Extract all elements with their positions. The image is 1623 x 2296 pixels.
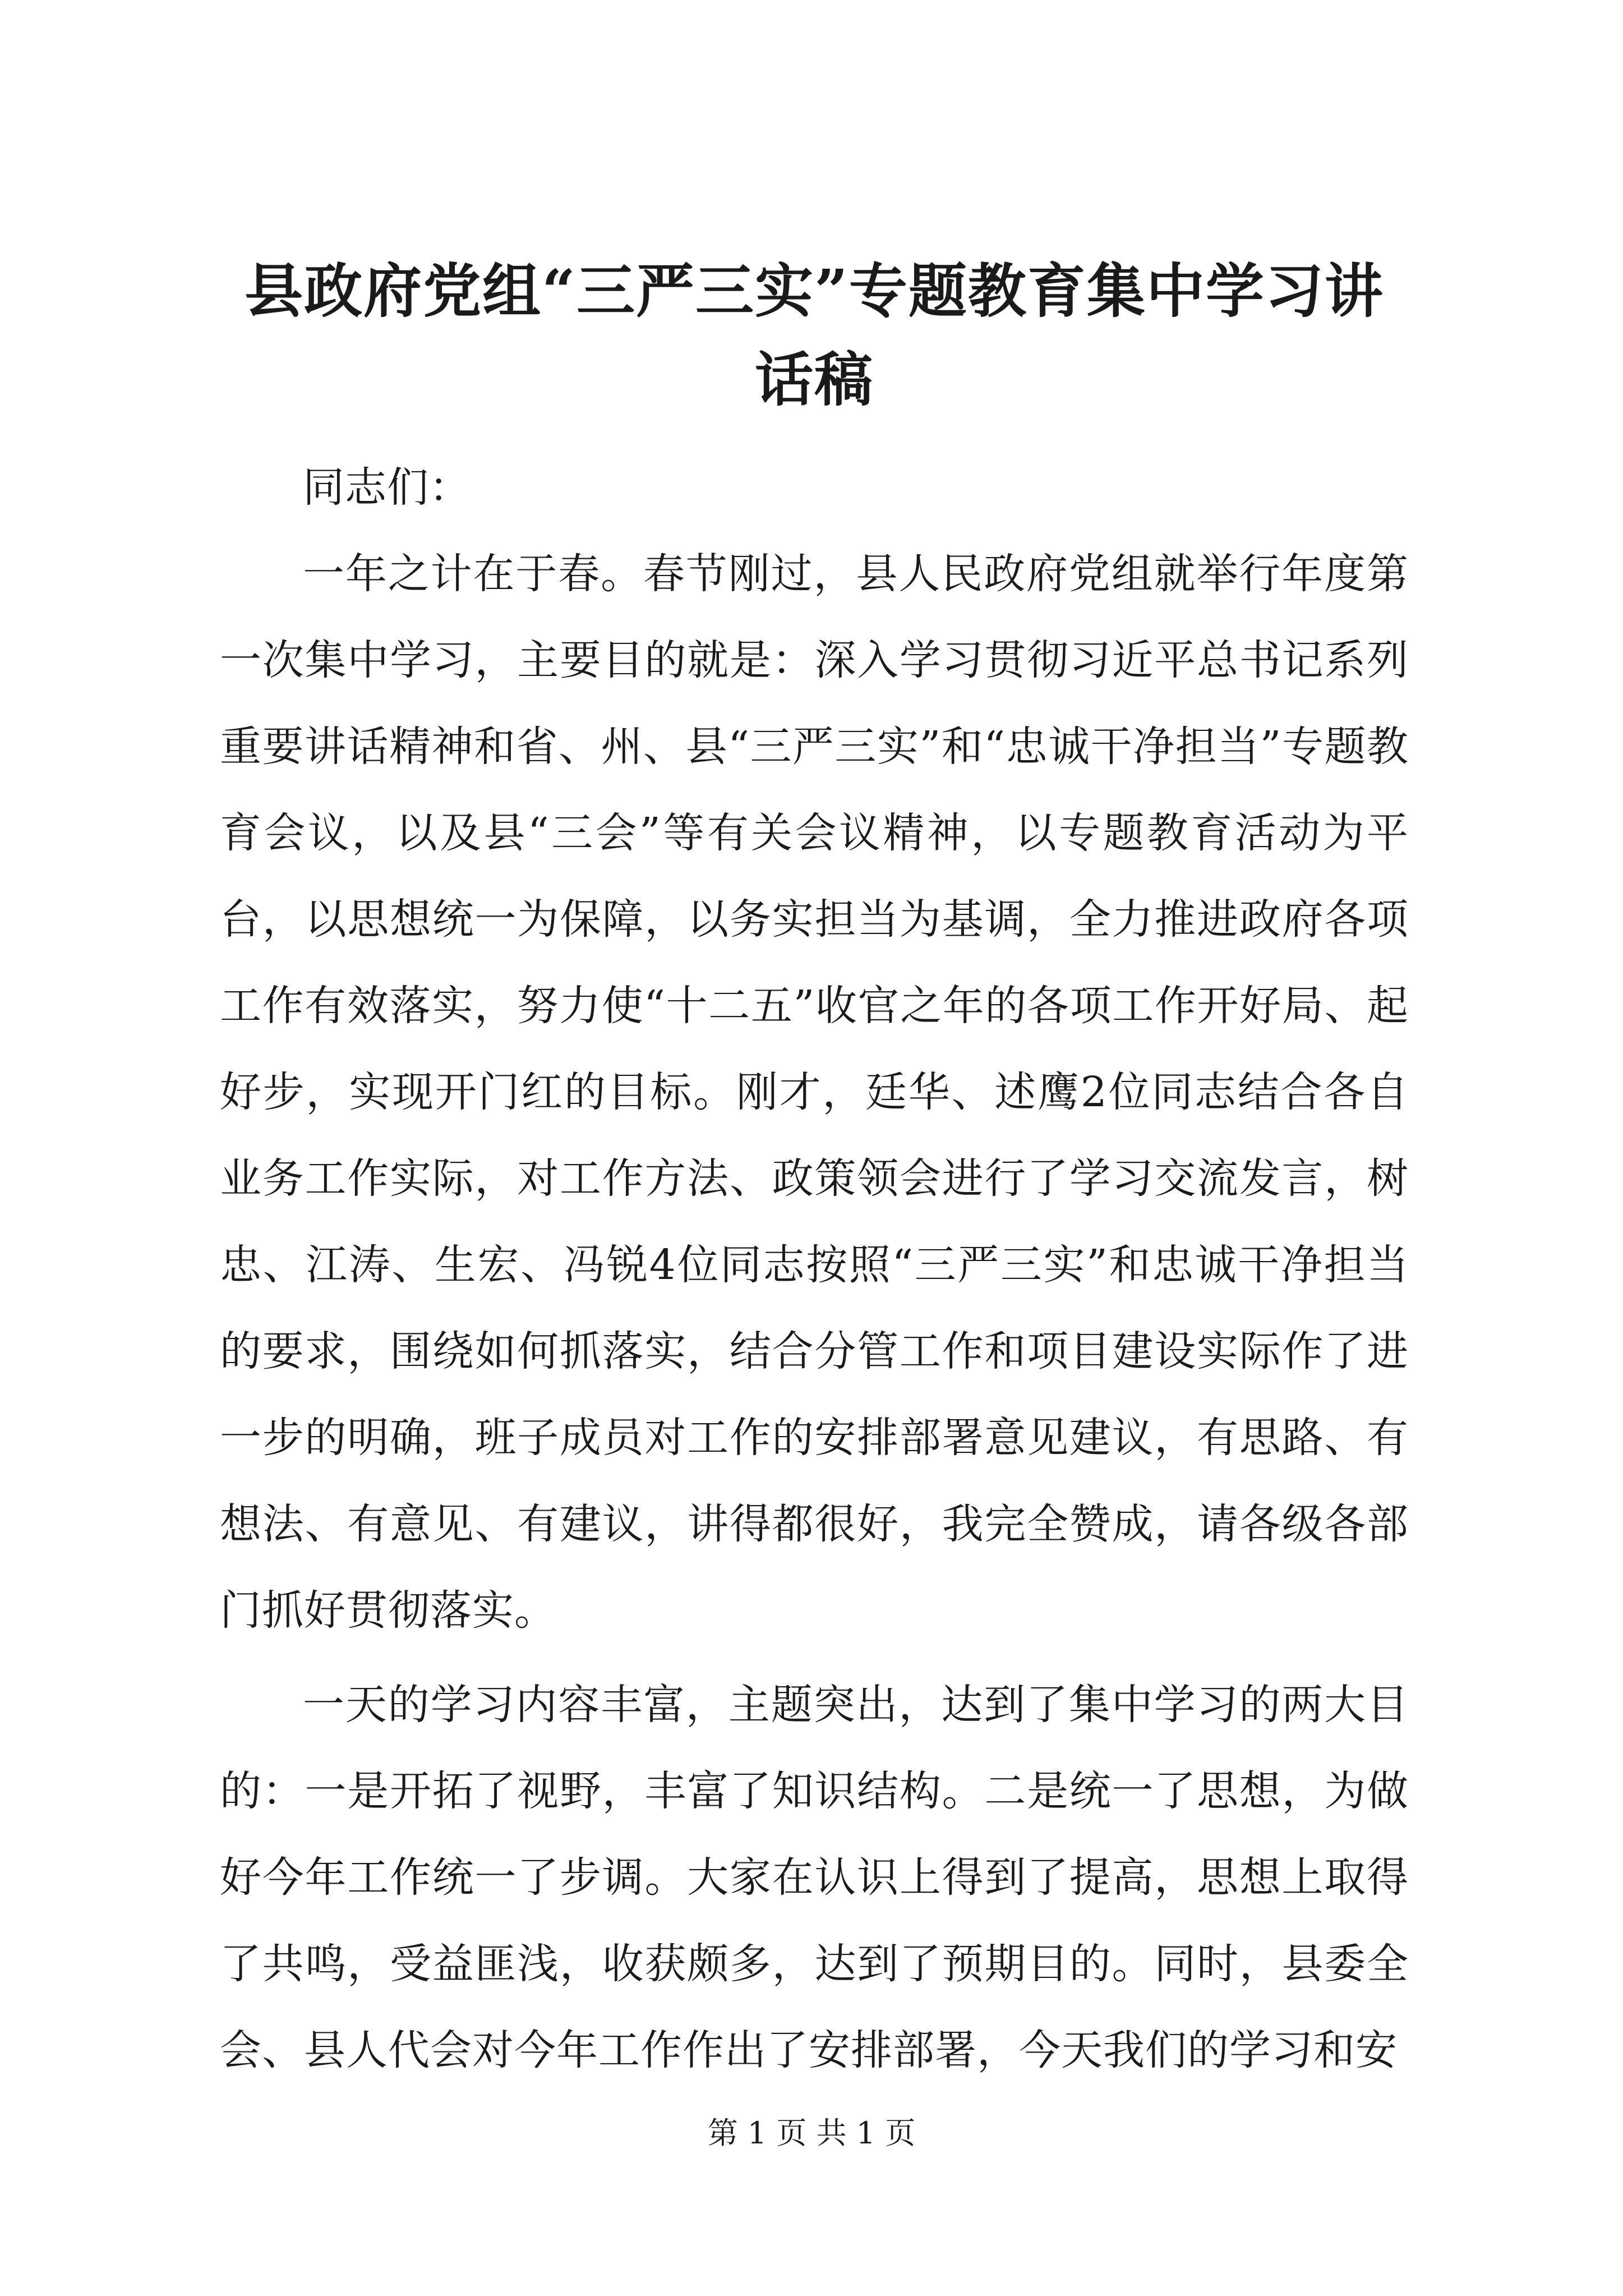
salutation: 同志们： [303,463,471,512]
paragraph-1: 一年之计在于春。春节刚过，县人民政府党组就举行年度第一次集中学习，主要目的就是：深入学习贯彻习近平总书记系列重要讲话精神和省、州、县“三严三实”和“忠诚干净担当”专题教育会议，以及县“三会”等有关会议精神，以专题教育活动为平台，以思想统一为保障，以务实担当为基调，全力推进政府各项工作有效落实，努力使“十二五”收官之年的各项工作开好局、起好步，实现开门红的目标。刚才，廷华、述鹰2位同志结合各自业务工作实际，对工作方法、政策领会进行了学习交流发言，树忠、江涛、生宏、冯锐4位同志按照“三严三实”和忠诚干净担当的要求，围绕如何抓落实，结合分管工作和项目建设实际作了进一步的明确，班子成员对工作的安排部署意见建议，有思路、有想法、有意见、有建议，讲得都很好，我完全赞成，请各级各部门抓好贯彻落实。 [220,550,1409,1635]
document-title: 县政府党组“三严三实”专题教育集中学习讲话稿 [245,256,1384,414]
page-footer: 第 1 页 共 1 页 [707,2115,916,2151]
document-body [220,247,1409,2093]
paragraph-2: 一天的学习内容丰富，主题突出，达到了集中学习的两大目的：一是开拓了视野，丰富了知识结构。二是统一了思想，为做好今年工作统一了步调。大家在认识上得到了提高，思想上取得了共鸣，受益匪浅，收获颇多，达到了预期目的。同时，县委全会、县人代会对今年工作作出了安排部署，今天我们的学习和安 [220,1681,1409,2074]
